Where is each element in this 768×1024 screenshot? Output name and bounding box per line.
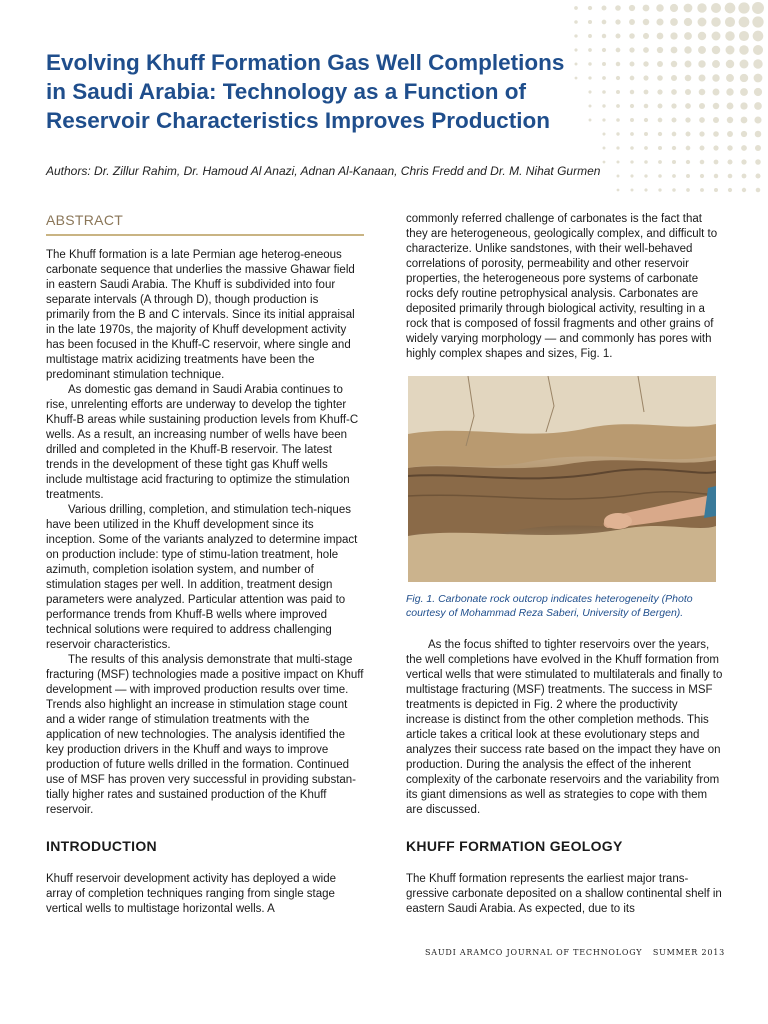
decorative-dot [672, 188, 676, 192]
journal-name: SAUDI ARAMCO JOURNAL OF TECHNOLOGY [425, 948, 643, 957]
abstract-paragraph-2: As domestic gas demand in Saudi Arabia continues to rise, unrelenting efforts are underway to develop the tighter Khuff-B areas while sustaining production levels from Khuff-C wells. As a result, an increasing number of wells have been drilled and completed in the Khuff-B reservoir. The latest trends in the development of these tight gas Khuff wells include multistage acid fracturing to optimize the stimulation treatments. [46, 384, 359, 501]
decorative-dot [754, 88, 762, 96]
decorative-dot [755, 173, 760, 178]
decorative-dot [740, 60, 749, 69]
decorative-dot [727, 131, 733, 137]
abstract-paragraph-3: Various drilling, completion, and stimulation tech-niques have been utilized in the Khuff development since its inception. Some of the variants analyzed to determine impact on production include: type of stimu-lation treatment, hole azimuth, completion isolation system, and number of stimulation stages per well. In addition, treatment design parameters were analyzed. Particular attention was paid to performance trends from Khuff-B wells where improved technical solutions were required to address challenging reservoir characteristics. [46, 504, 358, 651]
decorative-dot [671, 61, 677, 67]
decorative-dot [725, 3, 736, 14]
decorative-dot [685, 89, 691, 95]
rock-outcrop-illustration [408, 376, 716, 582]
decorative-dot [684, 18, 692, 26]
decorative-dot [741, 131, 747, 137]
page-footer [425, 948, 725, 957]
decorative-dot [727, 103, 734, 110]
decorative-dot [672, 118, 677, 123]
decorative-dot [711, 17, 721, 27]
decorative-dot [713, 89, 720, 96]
decorative-dot [713, 145, 718, 150]
introduction-heading: INTRODUCTION [46, 838, 157, 854]
decorative-dot [713, 103, 720, 110]
decorative-dot [698, 60, 705, 67]
decorative-dot [670, 32, 677, 39]
decorative-dot [740, 88, 748, 96]
decorative-dot [671, 89, 677, 95]
decorative-dot [684, 4, 693, 13]
decorative-dot [741, 117, 748, 124]
decorative-dot [685, 117, 690, 122]
decorative-dot [671, 47, 678, 54]
decorative-dot [574, 34, 577, 37]
decorative-dot [602, 6, 607, 11]
decorative-dot [656, 4, 664, 12]
decorative-dot [754, 116, 761, 123]
left-column [46, 212, 364, 917]
decorative-dot [752, 16, 763, 27]
decorative-dot [630, 146, 634, 150]
decorative-dot [713, 131, 719, 137]
decorative-dot [603, 147, 606, 150]
right-paragraph-2: As the focus shifted to tighter reservoirs over the years, the well completions have evolved in the Khuff formation from vertical wells that were stimulated to multilaterals and finally to multistage fracturing (MSF) treatments. The success in MSF treatments is depicted in Fig. 2 where the productivity increase is distinct from the other completion methods. This article takes a critical look at these evolutionary steps and analyzes their success rate based on the impact they have on production. During the analysis the effect of the inherent complexity of the carbonate reservoirs and the variability from its giant dimensions as well as strategies to cope with them are discussed. [406, 639, 723, 816]
decorative-dot [755, 131, 762, 138]
decorative-dot [700, 188, 704, 192]
decorative-dot [726, 60, 734, 68]
decorative-dot [754, 102, 762, 110]
decorative-dot [752, 2, 764, 14]
decorative-dot [756, 188, 761, 193]
decorative-dot [686, 132, 691, 137]
decorative-dot [698, 32, 706, 40]
decorative-dot [728, 188, 732, 192]
decorative-dot [602, 34, 606, 38]
decorative-dot [643, 33, 649, 39]
decorative-dot [726, 74, 734, 82]
decorative-dot [754, 74, 763, 83]
heading-rule [46, 234, 364, 236]
decorative-dot [742, 188, 746, 192]
decorative-dot [738, 2, 749, 13]
decorative-dot [711, 3, 721, 13]
decorative-dot [574, 6, 578, 10]
decorative-dot [616, 34, 621, 39]
decorative-dot [617, 189, 620, 192]
decorative-dot [670, 4, 678, 12]
decorative-dot [602, 20, 607, 25]
decorative-dot [726, 88, 733, 95]
title-line-3: Reservoir Characteristics Improves Production [46, 108, 550, 133]
decorative-dot [671, 75, 677, 81]
decorative-dot [699, 117, 705, 123]
abstract-heading: ABSTRACT [46, 212, 124, 228]
authors-line: Authors: Dr. Zillur Rahim, Dr. Hamoud Al Anazi, Adnan Al-Kanaan, Chris Fredd and Dr. M. Nihat Gurmen [46, 164, 601, 178]
decorative-dot [697, 3, 706, 12]
decorative-dot [686, 188, 690, 192]
decorative-dot [684, 46, 691, 53]
decorative-dot [629, 5, 635, 11]
decorative-dot [725, 17, 735, 27]
decorative-dot [712, 46, 720, 54]
decorative-dot [699, 75, 706, 82]
decorative-dot [726, 46, 735, 55]
decorative-dot [753, 31, 764, 42]
decorative-dot [741, 145, 747, 151]
decorative-dot [672, 146, 676, 150]
title-line-2: in Saudi Arabia: Technology as a Function of [46, 79, 527, 104]
decorative-dot [631, 189, 634, 192]
decorative-dot [672, 132, 677, 137]
figure-1-caption: Fig. 1. Carbonate rock outcrop indicates heterogeneity (Photo courtesy of Mohammad Reza Saberi, University of Bergen). [406, 593, 693, 619]
article-title [46, 48, 666, 135]
issue-date: SUMMER 2013 [652, 948, 725, 957]
decorative-dot [616, 146, 619, 149]
decorative-dot [685, 103, 691, 109]
decorative-dot [588, 6, 592, 10]
decorative-dot [670, 18, 678, 26]
decorative-dot [699, 89, 706, 96]
decorative-dot [685, 61, 692, 68]
decorative-dot [657, 33, 664, 40]
decorative-dot [713, 117, 719, 123]
decorative-dot [656, 18, 663, 25]
decorative-dot [588, 34, 592, 38]
decorative-dot [700, 146, 705, 151]
decorative-dot [629, 33, 635, 39]
decorative-dot [603, 161, 606, 164]
decorative-dot [741, 159, 746, 164]
decorative-dot [727, 117, 733, 123]
decorative-dot [643, 5, 650, 12]
decorative-dot [644, 146, 648, 150]
decorative-dot [615, 19, 620, 24]
decorative-dot [629, 19, 635, 25]
decorative-dot [698, 46, 706, 54]
decorative-dot [644, 188, 647, 191]
decorative-dot [740, 74, 748, 82]
decorative-dot [684, 32, 692, 40]
decorative-dot [658, 146, 662, 150]
rock-outcrop-photo [408, 376, 716, 582]
decorative-dot [699, 103, 705, 109]
abstract-paragraph-4: The results of this analysis demonstrate that multi-stage fracturing (MSF) technologies made a positive impact on Khuff development — with improved production results over time. Trends also highlight an increase in stimulation stage count and a wider range of stimulation treatments with the application of new technologies. The analysis identified the key production drivers in the Khuff and ways to improve production of future wells drilled in the formation. Continued use of MSF has proven very successful in providing substan-tially higher rates and sustained production of the Khuff reservoir. [46, 654, 364, 816]
decorative-dot [686, 146, 691, 151]
decorative-dot [739, 17, 750, 28]
geology-paragraph: The Khuff formation represents the earliest major trans-gressive carbonate deposited on a shallow continental shelf in eastern Saudi Arabia. As expected, due to its [406, 873, 722, 915]
decorative-dot [712, 74, 719, 81]
decorative-dot [671, 103, 676, 108]
decorative-dot [739, 31, 749, 41]
decorative-dot [755, 159, 761, 165]
decorative-dot [739, 45, 749, 55]
intro-continued-paragraph: commonly referred challenge of carbonates is the fact that they are heterogeneous, geologically complex, and difficult to characterize. Unlike sandstones, with their well-behaved correlations of porosity, permeability and other reservoir properties, the heterogeneous pore systems of carbonate rocks defy routine petrophysical analysis. Carbonates are deposited primarily through biological activity, resulting in a rock that is composed of fossil fragments and other grains of widely varying morphology — and commonly has pores with highly complex shapes and sizes, Fig. 1. [406, 213, 718, 360]
decorative-dot [698, 18, 707, 27]
decorative-dot [740, 102, 747, 109]
decorative-dot [742, 174, 747, 179]
decorative-dot [727, 145, 732, 150]
introduction-paragraph: Khuff reservoir development activity has deployed a wide array of completion techniques ranging from single stage vertical wells to multistage horizontal wells. A [46, 873, 337, 915]
geology-heading: KHUFF FORMATION GEOLOGY [406, 838, 623, 854]
decorative-dot [588, 20, 592, 24]
decorative-dot [658, 188, 661, 191]
decorative-dot [685, 75, 692, 82]
decorative-dot [615, 5, 621, 11]
decorative-dot [712, 32, 721, 41]
decorative-dot [753, 59, 762, 68]
decorative-dot [699, 131, 704, 136]
decorative-dot [755, 145, 761, 151]
decorative-dot [643, 19, 650, 26]
abstract-paragraph-1: The Khuff formation is a late Permian age heterog-eneous carbonate sequence that underlies the massive Ghawar field in eastern Saudi Arabia. The Khuff is subdivided into four separate intervals (A through D), though production is primarily from the B and C intervals. Since its initial appraisal in the late 1970s, the majority of Khuff development activity has been focused in the Khuff-C reservoir, where single and multistage matrix acidizing treatments have been the predominant stimulation technique. [46, 249, 355, 381]
decorative-dot [574, 20, 578, 24]
right-column [406, 212, 724, 917]
title-line-1: Evolving Khuff Formation Gas Well Completions [46, 50, 565, 75]
decorative-dot [753, 45, 763, 55]
decorative-dot [712, 60, 720, 68]
decorative-dot [714, 188, 718, 192]
decorative-dot [725, 31, 735, 41]
